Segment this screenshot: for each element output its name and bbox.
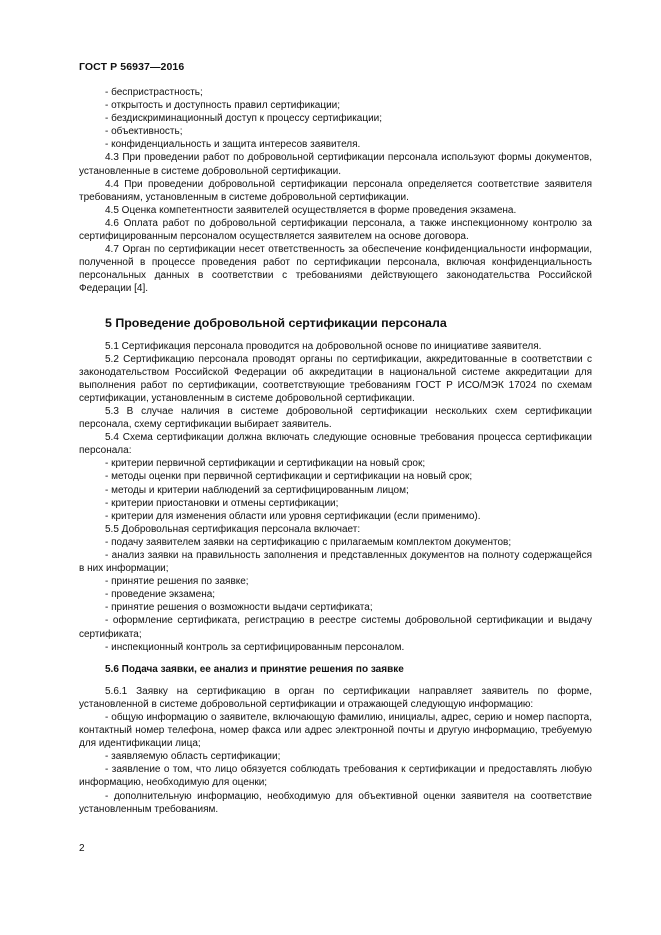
paragraph-4-5: 4.5 Оценка компетентности заявителей осуществляется в форме проведения экзамена. <box>105 204 517 216</box>
list-item: - методы оценки при первичной сертификации и сертификации на новый срок; <box>105 471 473 483</box>
paragraph-4-3: 4.3 При проведении работ по добровольной сертификации персонала используют формы документов, установленные в системе добровольной сертификации. <box>79 152 592 177</box>
list-item: - принятие решения о возможности выдачи сертификата; <box>105 602 373 614</box>
paragraph-5-4: 5.4 Схема сертификации должна включать следующие основные требования процесса сертификации персонала: <box>79 432 592 457</box>
list-item: - бездискриминационный доступ к процессу сертификации; <box>105 113 383 125</box>
list-item: - критерии для изменения области или уровня сертификации (если применимо). <box>105 510 481 522</box>
paragraph-4-7: 4.7 Орган по сертификации несет ответственность за обеспечение конфиденциальности информации, полученной в процессе проведения работ по сертификации персонала, включая конфиденциальность персональных данных в соответствии с требованиями действующего законодательства Российской Федерации [4]. <box>79 244 592 295</box>
list-item: - инспекционный контроль за сертифицированным персоналом. <box>105 641 405 653</box>
list-item: - открытость и доступность правил сертификации; <box>105 100 341 112</box>
document-body <box>79 86 592 816</box>
paragraph-5-5: 5.5 Добровольная сертификация персонала включает: <box>105 523 361 535</box>
document-header: ГОСТ Р 56937—2016 <box>79 61 185 73</box>
list-item: - дополнительную информацию, необходимую для объективной оценки заявителя на соответствие установленным требованиям. <box>79 790 592 815</box>
list-item: - беспристрастность; <box>105 87 203 98</box>
subsection-5-6-heading: 5.6 Подача заявки, ее анализ и принятие решения по заявке <box>105 663 404 675</box>
section-5-heading: 5 Проведение добровольной сертификации персонала <box>105 315 447 330</box>
list-item: - принятие решения по заявке; <box>105 576 249 588</box>
list-item: - заявляемую область сертификации; <box>105 751 281 763</box>
list-item: - проведение экзамена; <box>105 589 216 601</box>
paragraph-4-4: 4.4 При проведении добровольной сертификации персонала определяется соответствие заявителя требованиям, установленным в системе добровольной сертификации. <box>79 178 592 203</box>
page-number: 2 <box>79 843 85 854</box>
paragraph-4-6: 4.6 Оплата работ по добровольной сертификации персонала, а также инспекционному контролю за сертифицированным персоналом осуществляется заявителем на основе договора. <box>79 217 592 243</box>
list-item: - критерии приостановки и отмены сертификации; <box>105 497 339 509</box>
list-item: - критерии первичной сертификации и сертификации на новый срок; <box>105 458 426 470</box>
list-item: - методы и критерии наблюдений за сертифицированным лицом; <box>105 484 409 496</box>
list-item: - заявление о том, что лицо обязуется соблюдать требования к сертификации и предоставлять любую информацию, необходимую для оценки; <box>79 764 592 789</box>
list-item: - объективность; <box>105 126 183 138</box>
paragraph-5-6-1: 5.6.1 Заявку на сертификацию в орган по сертификации направляет заявитель по форме, установленной в системе добровольной сертификации и отражающей следующую информацию: <box>79 685 592 710</box>
list-item: - общую информацию о заявителе, включающую фамилию, инициалы, адрес, серию и номер паспорта, контактный номер телефона, номер факса или адрес электронной почты и другую информацию, требуемую для идентификации лица; <box>79 711 592 750</box>
list-item: - оформление сертификата, регистрацию в реестре системы добровольной сертификации и выдачу сертификата; <box>79 615 592 640</box>
paragraph-5-3: 5.3 В случае наличия в системе добровольной сертификации нескольких схем сертификации персонала, схему сертификации выбирает заявитель. <box>79 405 592 431</box>
list-item: - подачу заявителем заявки на сертификацию с прилагаемым комплектом документов; <box>105 536 512 548</box>
list-item: - конфиденциальность и защита интересов заявителя. <box>105 139 361 151</box>
paragraph-5-1: 5.1 Сертификация персонала проводится на добровольной основе по инициативе заявителя. <box>105 340 542 352</box>
paragraph-5-2: 5.2 Сертификацию персонала проводят органы по сертификации, аккредитованные в соответствии с законодательством Российской Федерации об аккредитации в национальной системе аккредитации для выполнения работ по сертификации, соответствующие требованиям ГОСТ Р ИСО/МЭК 17024 по схемам сертификации, установленным в системе добровольной сертификации. <box>79 353 592 404</box>
list-item: - анализ заявки на правильность заполнения и представленных документов на полноту содержащейся в них информации; <box>79 550 592 575</box>
